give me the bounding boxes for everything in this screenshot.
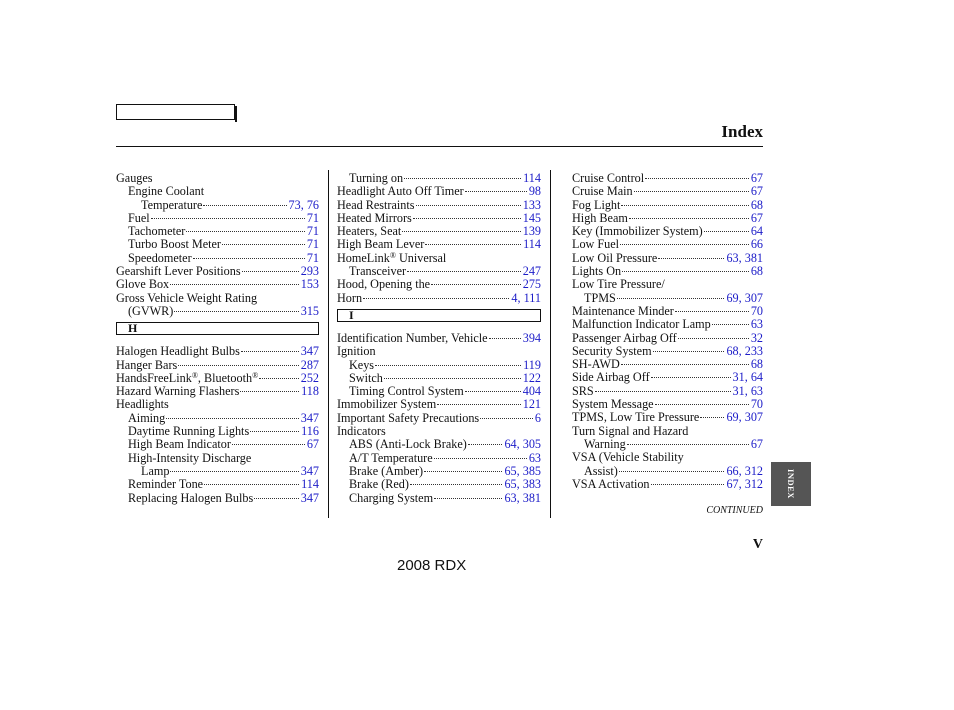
index-term: Identification Number, Vehicle (337, 330, 488, 345)
page-reference-link[interactable]: 71 (306, 210, 319, 225)
index-term: Ignition (337, 344, 376, 359)
index-entry (337, 438, 541, 451)
index-term: Temperature (141, 197, 203, 212)
dot-leader (402, 230, 520, 232)
index-term: High Beam Lever (337, 237, 425, 252)
page-reference-link[interactable]: 66 (750, 237, 763, 252)
page-reference-link[interactable]: 68 (750, 264, 763, 279)
page-reference-link[interactable]: 133 (522, 197, 541, 212)
section-header: I (337, 309, 541, 322)
dot-leader (416, 204, 521, 206)
index-entry (116, 265, 319, 278)
page-reference-link[interactable]: 67, 312 (726, 476, 763, 491)
index-term: Cruise Main (572, 184, 633, 199)
index-term: Warning (584, 436, 626, 451)
page-reference-link[interactable]: 31, 64 (732, 370, 763, 385)
dot-leader (678, 337, 749, 339)
page-reference-link[interactable]: 118 (301, 384, 319, 399)
index-entry (116, 345, 319, 358)
index-term: Malfunction Indicator Lamp (572, 317, 711, 332)
page-reference-link[interactable]: 275 (522, 277, 541, 292)
page-reference-link[interactable]: 116 (301, 424, 319, 439)
page-reference-link[interactable]: 69, 307 (726, 290, 763, 305)
dot-leader (413, 217, 521, 219)
dot-leader (425, 243, 521, 245)
index-term: Hazard Warning Flashers (116, 384, 240, 399)
dot-leader (410, 483, 503, 485)
index-entry (337, 212, 541, 225)
index-entry (572, 292, 763, 305)
index-term: Lamp (141, 463, 170, 478)
index-entry (337, 425, 541, 438)
index-term: (GVWR) (128, 303, 174, 318)
dot-leader (186, 230, 304, 232)
dot-leader (434, 457, 527, 459)
page-reference-link[interactable]: 252 (300, 370, 319, 385)
page-reference-link[interactable]: 347 (300, 344, 319, 359)
dot-leader (424, 470, 502, 472)
index-entry (116, 372, 319, 385)
index-entry (337, 452, 541, 465)
page-reference-link[interactable]: 114 (523, 237, 541, 252)
dot-leader (241, 350, 299, 352)
dot-leader (658, 257, 724, 259)
page-reference-link[interactable]: 64 (750, 224, 763, 239)
index-term: SH-AWD (572, 357, 620, 372)
dot-leader (595, 390, 731, 392)
index-term: VSA Activation (572, 476, 650, 491)
index-term: Lights On (572, 264, 622, 279)
continued-note: CONTINUED (706, 505, 763, 516)
dot-leader (384, 377, 521, 379)
index-entry (337, 172, 541, 185)
dot-leader (254, 497, 298, 499)
dot-leader (250, 430, 299, 432)
page-reference-link[interactable]: 65, 385 (504, 463, 541, 478)
index-term: Brake (Red) (349, 477, 409, 492)
index-term: Transceiver (349, 264, 407, 279)
page-reference-link[interactable]: 6 (534, 410, 541, 425)
dot-leader (363, 297, 509, 299)
header-box (116, 104, 235, 120)
index-term: Indicators (337, 424, 386, 439)
dot-leader (712, 323, 749, 325)
page-reference-link[interactable]: 247 (522, 264, 541, 279)
dot-leader (174, 310, 298, 312)
index-term: Key (Immobilizer System) (572, 224, 703, 239)
index-entry (337, 185, 541, 198)
page-reference-link[interactable]: 347 (300, 490, 319, 505)
page-reference-link[interactable]: 67 (750, 184, 763, 199)
index-term: High-Intensity Discharge (128, 450, 252, 465)
index-term: Turning on (349, 171, 404, 185)
column-divider-2 (550, 170, 551, 518)
index-entry (116, 172, 319, 185)
dot-leader (170, 283, 299, 285)
dot-leader (166, 417, 298, 419)
index-column-2 (337, 172, 541, 505)
dot-leader (480, 417, 533, 419)
page-reference-link[interactable]: 67 (306, 437, 319, 452)
page-reference-link[interactable]: 63, 381 (504, 490, 541, 505)
dot-leader (431, 283, 521, 285)
index-term: Hanger Bars (116, 357, 178, 372)
index-term: A/T Temperature (349, 450, 433, 465)
index-entry (337, 412, 541, 425)
page-title: Index (721, 122, 763, 141)
index-entry (572, 238, 763, 251)
index-entry (116, 252, 319, 265)
index-term: Side Airbag Off (572, 370, 650, 385)
index-entry (337, 385, 541, 398)
index-entry (572, 411, 763, 424)
index-entry (116, 425, 319, 438)
page-reference-link[interactable]: 71 (306, 237, 319, 252)
index-entry (116, 398, 319, 411)
index-term: Cruise Control (572, 171, 645, 185)
dot-leader (655, 403, 749, 405)
dot-leader (375, 364, 521, 366)
index-entry (337, 238, 541, 251)
dot-leader (232, 443, 305, 445)
index-term: Turbo Boost Meter (128, 237, 221, 252)
index-term: Heated Mirrors (337, 210, 412, 225)
index-entry (337, 225, 541, 238)
page-reference-link[interactable]: 293 (300, 264, 319, 279)
index-entry (572, 332, 763, 345)
page-number: V (752, 537, 763, 552)
index-term: HandsFreeLink®, Bluetooth® (116, 370, 259, 385)
index-entry (572, 438, 763, 451)
index-entry (116, 465, 319, 478)
index-term: Security System (572, 343, 652, 358)
dot-leader (489, 337, 521, 339)
page-reference-link[interactable]: 122 (522, 370, 541, 385)
index-entry (337, 372, 541, 385)
dot-leader (204, 483, 299, 485)
page-reference-link[interactable]: 68 (750, 357, 763, 372)
index-term: Horn (337, 290, 363, 305)
title-rule (116, 146, 763, 147)
index-column-3 (572, 172, 763, 491)
page-reference-link[interactable]: 315 (300, 303, 319, 318)
index-entry (116, 278, 319, 291)
index-entry (572, 465, 763, 478)
page-reference-link[interactable]: 71 (306, 224, 319, 239)
index-entry (572, 252, 763, 265)
dot-leader (203, 204, 286, 206)
index-term: Low Fuel (572, 237, 620, 252)
dot-leader (675, 310, 749, 312)
page-reference-link[interactable]: 63 (528, 450, 541, 465)
index-entry (572, 451, 763, 464)
dot-leader (621, 204, 748, 206)
index-term: Heaters, Seat (337, 224, 402, 239)
page-reference-link[interactable]: 68, 233 (726, 343, 763, 358)
page-reference-link[interactable]: 63, 381 (726, 250, 763, 265)
index-entry (572, 398, 763, 411)
index-entry (572, 225, 763, 238)
index-entry (116, 438, 319, 451)
dot-leader (434, 497, 502, 499)
index-term: TPMS (584, 290, 616, 305)
index-entry (337, 492, 541, 505)
dot-leader (620, 243, 749, 245)
index-entry (337, 252, 541, 265)
index-entry (572, 345, 763, 358)
index-entry (116, 292, 319, 305)
dot-leader (619, 470, 725, 472)
side-tab-label: INDEX (786, 469, 796, 499)
index-entry (116, 385, 319, 398)
page-reference-link[interactable]: 67 (750, 210, 763, 225)
index-term: Engine Coolant (128, 184, 205, 199)
index-entry (572, 478, 763, 491)
dot-leader (627, 443, 749, 445)
index-entry (337, 199, 541, 212)
index-term: Daytime Running Lights (128, 424, 250, 439)
index-entry (337, 398, 541, 411)
index-entry (572, 371, 763, 384)
index-entry (116, 185, 319, 198)
index-term: Timing Control System (349, 384, 464, 399)
index-term: Charging System (349, 490, 434, 505)
index-term: Head Restraints (337, 197, 415, 212)
page-reference-link[interactable]: 153 (300, 277, 319, 292)
index-entry (572, 385, 763, 398)
page-reference-link[interactable]: 67 (750, 171, 763, 185)
index-entry (572, 212, 763, 225)
dot-leader (404, 177, 521, 179)
dot-leader (468, 443, 503, 445)
page-reference-link[interactable]: 68 (750, 197, 763, 212)
index-term: Brake (Amber) (349, 463, 424, 478)
index-term: Hood, Opening the (337, 277, 431, 292)
index-term: High Beam (572, 210, 628, 225)
dot-leader (634, 190, 749, 192)
page-reference-link[interactable]: 347 (300, 410, 319, 425)
page-reference-link[interactable]: 69, 307 (726, 410, 763, 425)
index-entry (572, 185, 763, 198)
dot-leader (629, 217, 749, 219)
page-reference-link[interactable]: 67 (750, 436, 763, 451)
page-reference-link[interactable]: 32 (750, 330, 763, 345)
index-entry (337, 265, 541, 278)
index-term: System Message (572, 397, 654, 412)
index-term: VSA (Vehicle Stability (572, 450, 684, 465)
index-term: SRS (572, 383, 594, 398)
index-entry (116, 238, 319, 251)
index-term: Gauges (116, 171, 153, 185)
side-index-tab[interactable] (771, 462, 811, 506)
page-reference-link[interactable]: 73, 76 (288, 197, 319, 212)
page-reference-link[interactable]: 66, 312 (726, 463, 763, 478)
page-reference-link[interactable]: 70 (750, 397, 763, 412)
page-reference-link[interactable]: 347 (300, 463, 319, 478)
index-term: Glove Box (116, 277, 170, 292)
page-reference-link[interactable]: 139 (522, 224, 541, 239)
page-reference-link[interactable]: 145 (522, 210, 541, 225)
page-reference-link[interactable]: 70 (750, 303, 763, 318)
index-entry (116, 492, 319, 505)
page-reference-link[interactable]: 98 (528, 184, 541, 199)
index-term: Reminder Tone (128, 477, 204, 492)
dot-leader (622, 270, 749, 272)
page-reference-link[interactable]: 404 (522, 384, 541, 399)
dot-leader (653, 350, 725, 352)
index-term: Headlights (116, 397, 169, 412)
index-term: Low Oil Pressure (572, 250, 658, 265)
index-term: Low Tire Pressure/ (572, 277, 665, 292)
index-term: Fuel (128, 210, 150, 225)
page-reference-link[interactable]: 287 (300, 357, 319, 372)
page-reference-link[interactable]: 31, 63 (732, 383, 763, 398)
index-entry (116, 452, 319, 465)
index-term: ABS (Anti-Lock Brake) (349, 437, 467, 452)
footer-model: 2008 RDX (397, 557, 467, 574)
section-header: H (116, 322, 319, 335)
dot-leader (465, 190, 527, 192)
index-column-1 (116, 172, 319, 505)
index-term: High Beam Indicator (128, 437, 231, 452)
index-entry (116, 359, 319, 372)
dot-leader (700, 416, 724, 418)
page-reference-link[interactable]: 119 (523, 357, 541, 372)
page-reference-link[interactable]: 63 (750, 317, 763, 332)
dot-leader (259, 377, 299, 379)
index-entry (337, 345, 541, 358)
dot-leader (651, 483, 725, 485)
dot-leader (240, 390, 299, 392)
index-term: Turn Signal and Hazard (572, 423, 689, 438)
index-term: Aiming (128, 410, 166, 425)
dot-leader (704, 230, 749, 232)
dot-leader (170, 470, 298, 472)
index-entry (572, 278, 763, 291)
index-entry (337, 465, 541, 478)
index-entry (572, 199, 763, 212)
index-entry (116, 305, 319, 318)
index-term: Keys (349, 357, 375, 372)
index-entry (572, 318, 763, 331)
index-entry (116, 412, 319, 425)
index-term: TPMS, Low Tire Pressure (572, 410, 700, 425)
index-term: Switch (349, 370, 383, 385)
index-term: Headlight Auto Off Timer (337, 184, 464, 199)
index-entry (337, 292, 541, 305)
page-reference-link[interactable]: 64, 305 (504, 437, 541, 452)
index-entry (337, 478, 541, 491)
index-term: Important Safety Precautions (337, 410, 480, 425)
index-term: Immobilizer System (337, 397, 437, 412)
dot-leader (193, 257, 305, 259)
dot-leader (151, 217, 305, 219)
dot-leader (621, 363, 749, 365)
page-reference-link[interactable]: 65, 383 (504, 477, 541, 492)
dot-leader (407, 270, 521, 272)
page-reference-link[interactable]: 121 (522, 397, 541, 412)
index-term: Gross Vehicle Weight Rating (116, 290, 258, 305)
index-entry (572, 358, 763, 371)
dot-leader (465, 390, 521, 392)
index-entry (116, 199, 319, 212)
index-entry (116, 212, 319, 225)
index-term: Passenger Airbag Off (572, 330, 677, 345)
index-term: Gearshift Lever Positions (116, 264, 241, 279)
index-term: HomeLink® Universal (337, 250, 447, 265)
dot-leader (651, 376, 731, 378)
column-divider-1 (328, 170, 329, 518)
page-reference-link[interactable]: 394 (522, 330, 541, 345)
dot-leader (222, 243, 305, 245)
index-term: Replacing Halogen Bulbs (128, 490, 254, 505)
dot-leader (242, 270, 299, 272)
index-term: Speedometer (128, 250, 192, 265)
index-entry (337, 332, 541, 345)
index-entry (572, 265, 763, 278)
index-entry (116, 478, 319, 491)
dot-leader (437, 403, 521, 405)
index-term: Fog Light (572, 197, 621, 212)
index-entry (572, 425, 763, 438)
index-term: Assist) (584, 463, 618, 478)
dot-leader (617, 297, 725, 299)
page-reference-link[interactable]: 4, 111 (511, 290, 541, 305)
index-entry (116, 225, 319, 238)
index-term: Halogen Headlight Bulbs (116, 344, 240, 359)
index-entry (572, 172, 763, 185)
page-reference-link[interactable]: 114 (523, 171, 541, 185)
index-term: Tachometer (128, 224, 186, 239)
index-entry (572, 305, 763, 318)
index-entry (337, 278, 541, 291)
dot-leader (645, 177, 749, 179)
page-reference-link[interactable]: 71 (306, 250, 319, 265)
dot-leader (178, 364, 298, 366)
page-reference-link[interactable]: 114 (301, 477, 319, 492)
index-term: Maintenance Minder (572, 303, 674, 318)
index-entry (337, 359, 541, 372)
